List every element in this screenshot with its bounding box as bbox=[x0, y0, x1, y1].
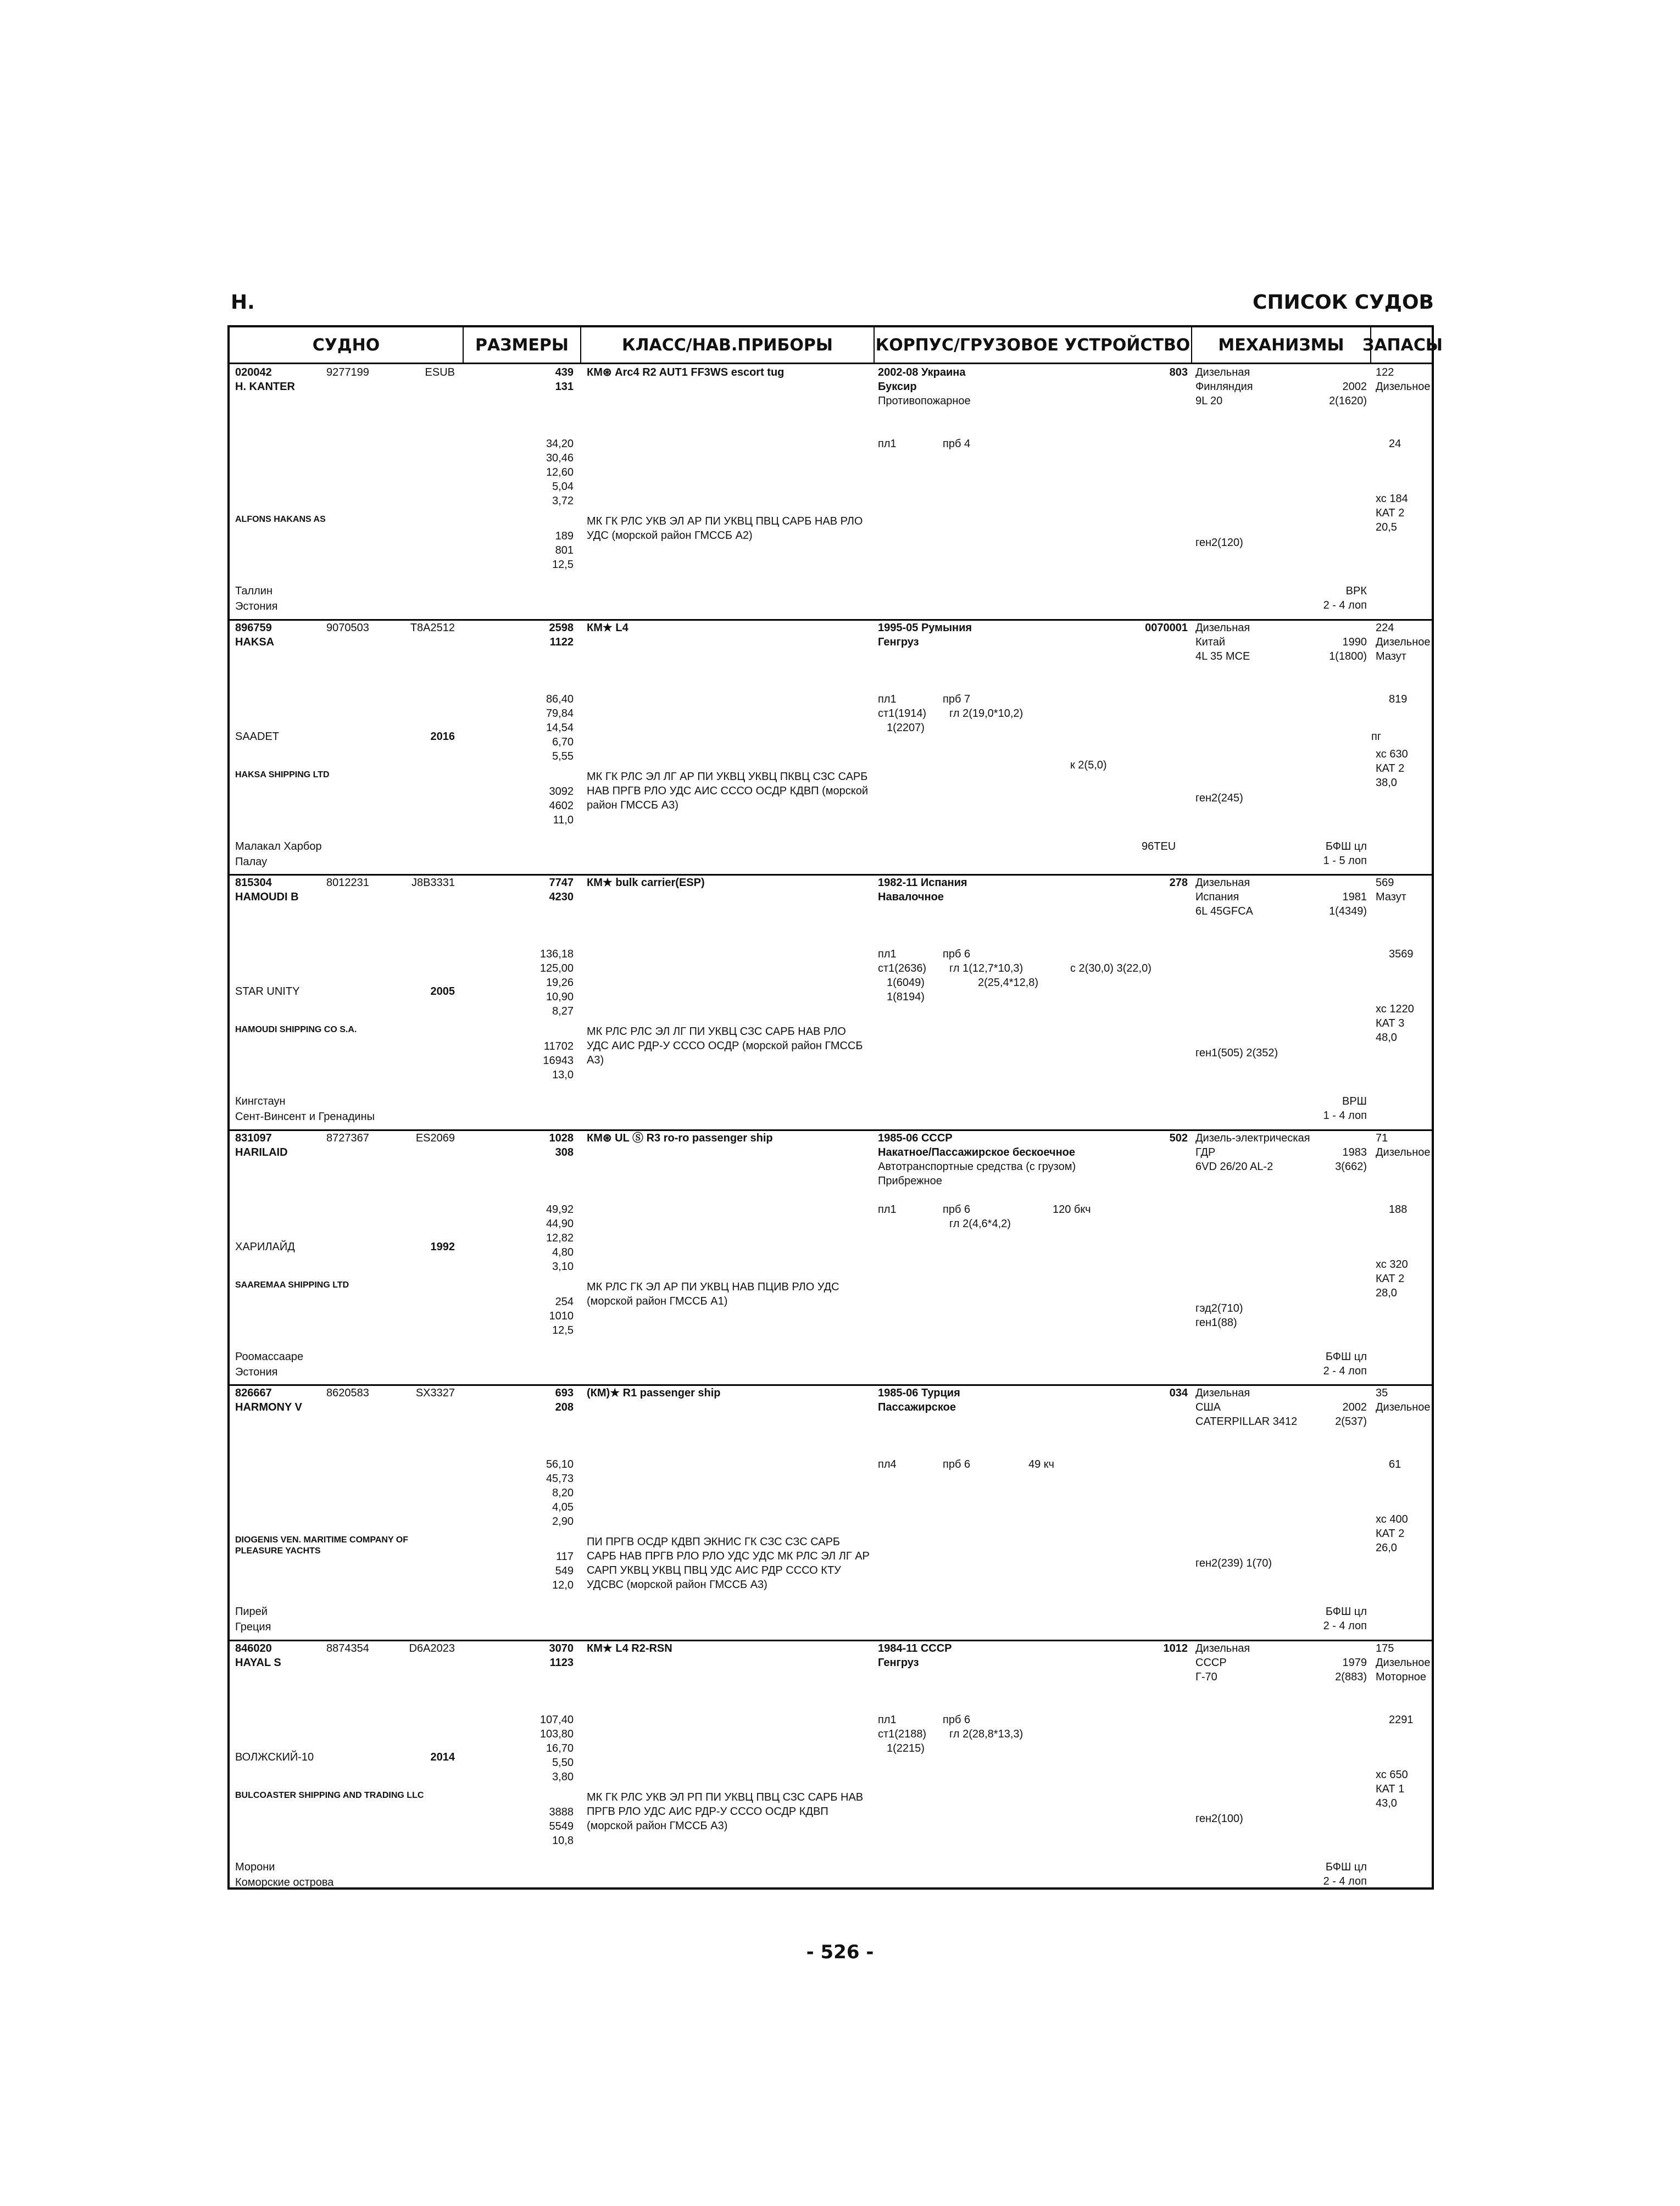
vessel-type: Пассажирское bbox=[878, 1401, 956, 1413]
decks: пл1 bbox=[878, 1203, 897, 1216]
holds-2: 1(2215) bbox=[887, 1742, 925, 1754]
flag-country: Эстония bbox=[235, 1366, 278, 1378]
imo-number: 8727367 bbox=[326, 1132, 369, 1144]
gross-tonnage: 7747 bbox=[549, 877, 574, 889]
nav-equipment: МК ГК РЛС ЭЛ ЛГ АР ПИ УКВЦ УКВЦ ПКВЦ СЗС САРБ НАВ ПРГВ РЛО УДС АИС СССО ОСДР КДВП (морской район ГМССБ А3) bbox=[587, 770, 869, 811]
propeller-blades: 2 - 4 лоп bbox=[1323, 1875, 1367, 1887]
home-port: Кингстаун bbox=[235, 1095, 286, 1107]
owner-name: HAKSA SHIPPING LTD bbox=[235, 770, 330, 779]
nav-equipment: МК ГК РЛС УКВ ЭЛ РП ПИ УКВЦ ПВЦ СЗС САРБ НАВ ПРГВ РЛО УДС АИС РДР-У СССО ОСДР КДВП (морской район ГМССБ А3) bbox=[587, 1791, 864, 1832]
dimension-value: 107,40 bbox=[539, 1713, 574, 1726]
engine-power: 2(883) bbox=[1335, 1670, 1367, 1683]
deadweight-value: 13,0 bbox=[552, 1069, 574, 1081]
build-info: 2002-08 Украина bbox=[878, 366, 966, 378]
hatches: гл 2(4,6*4,2) bbox=[949, 1217, 1011, 1230]
dimension-value: 12,60 bbox=[546, 466, 574, 478]
column-header-dimensions: РАЗМЕРЫ bbox=[464, 327, 581, 363]
engine-type: Дизель-электрическая bbox=[1195, 1132, 1310, 1144]
deadweight-value: 189 bbox=[555, 530, 574, 542]
water-capacity: 819 bbox=[1389, 693, 1408, 705]
vessel-type: Генгруз bbox=[878, 636, 919, 648]
build-info: 1985-06 Турция bbox=[878, 1387, 960, 1399]
engine-year: 2002 bbox=[1342, 381, 1367, 393]
dimension-value: 3,10 bbox=[552, 1260, 574, 1273]
vessel-type-2: Противопожарное bbox=[878, 395, 971, 407]
speed-b: КАТ 3 bbox=[1376, 1017, 1405, 1029]
holds-2: 1(6049) bbox=[887, 977, 925, 989]
cargo-gear: с 2(30,0) 3(22,0) bbox=[1070, 962, 1151, 974]
speed-b: КАТ 2 bbox=[1376, 507, 1405, 519]
deadweight-value: 801 bbox=[555, 544, 574, 556]
dimension-value: 56,10 bbox=[546, 1458, 574, 1470]
dimension-value: 5,50 bbox=[552, 1756, 574, 1769]
ship-record bbox=[230, 365, 1432, 620]
holds: ст1(1914) bbox=[878, 707, 927, 720]
former-name: SAADET bbox=[235, 730, 280, 743]
propeller: ВРК bbox=[1345, 585, 1367, 597]
fuel-type: Дизельное bbox=[1376, 1401, 1431, 1413]
deadweight-value: 16943 bbox=[543, 1055, 574, 1067]
engine-model: 4L 35 MCE bbox=[1195, 650, 1250, 662]
engine-model: CATERPILLAR 3412 bbox=[1195, 1416, 1298, 1428]
generators: ген2(100) bbox=[1195, 1812, 1243, 1825]
deadweight-value: 3888 bbox=[549, 1806, 574, 1818]
bulkheads: прб 6 bbox=[943, 1458, 971, 1470]
ship-record bbox=[230, 620, 1432, 876]
engine-type: Дизельная bbox=[1195, 621, 1250, 634]
yard-number: 278 bbox=[1169, 877, 1188, 889]
dimension-value: 49,92 bbox=[546, 1203, 574, 1216]
net-tonnage: 208 bbox=[555, 1401, 574, 1413]
fuel-type: Дизельное bbox=[1376, 381, 1431, 393]
bulkheads: прб 7 bbox=[943, 693, 971, 705]
vessel-type: Буксир bbox=[878, 381, 917, 393]
ship-record bbox=[230, 875, 1432, 1130]
propeller: ВРШ bbox=[1342, 1095, 1367, 1107]
decks: пл1 bbox=[878, 948, 897, 960]
net-tonnage: 1122 bbox=[549, 636, 574, 648]
owner-name: ALFONS HAKANS AS bbox=[235, 515, 326, 524]
flag-country: Греция bbox=[235, 1621, 271, 1633]
speed-a: хс 1220 bbox=[1376, 1003, 1414, 1015]
propeller-blades: 2 - 4 лоп bbox=[1323, 1620, 1367, 1632]
holds: ст1(2188) bbox=[878, 1728, 927, 1740]
yard-number: 034 bbox=[1169, 1387, 1188, 1399]
net-tonnage: 1123 bbox=[549, 1656, 574, 1669]
engine-country: США bbox=[1195, 1401, 1221, 1413]
dimension-value: 3,80 bbox=[552, 1770, 574, 1783]
flag-country: Эстония bbox=[235, 600, 278, 612]
gross-tonnage: 439 bbox=[555, 366, 574, 378]
hatches: гл 2(28,8*13,3) bbox=[949, 1728, 1023, 1740]
holds: ст1(2636) bbox=[878, 962, 927, 974]
nav-equipment: МК РЛС ГК ЭЛ АР ПИ УКВЦ НАВ ПЦИВ РЛО УДС (морской район ГМССБ А1) bbox=[587, 1280, 839, 1307]
owner-name: SAAREMAA SHIPPING LTD bbox=[235, 1280, 349, 1290]
propeller-blades: 2 - 4 лоп bbox=[1323, 599, 1367, 611]
net-tonnage: 4230 bbox=[549, 891, 574, 903]
propeller: БФШ цл bbox=[1325, 1860, 1367, 1873]
dimension-value: 10,90 bbox=[546, 991, 574, 1003]
engine-power: 2(1620) bbox=[1329, 395, 1367, 407]
engine-country: Испания bbox=[1195, 891, 1239, 903]
page-title: СПИСОК СУДОВ bbox=[1253, 291, 1434, 314]
decks: пл1 bbox=[878, 1713, 897, 1726]
deadweight-value: 12,5 bbox=[552, 559, 574, 571]
cargo-gear: 49 кч bbox=[1028, 1458, 1054, 1470]
hatches: гл 1(12,7*10,3) bbox=[949, 962, 1023, 974]
former-name-year: 2016 bbox=[430, 730, 455, 743]
yard-number: 0070001 bbox=[1145, 621, 1188, 634]
speed-b: КАТ 2 bbox=[1376, 762, 1405, 775]
fuel-type-2: Моторное bbox=[1376, 1670, 1427, 1683]
bulkheads: прб 6 bbox=[943, 1713, 971, 1726]
ship-record bbox=[230, 1385, 1432, 1641]
reg-number: 896759 bbox=[235, 621, 272, 634]
vessel-name: H. KANTER bbox=[235, 381, 295, 393]
dimension-value: 19,26 bbox=[546, 977, 574, 989]
deadweight-value: 117 bbox=[556, 1551, 574, 1563]
dimension-value: 30,46 bbox=[546, 452, 574, 464]
former-name: ВОЛЖСКИЙ-10 bbox=[235, 1751, 314, 1763]
engine-model: 6VD 26/20 AL-2 bbox=[1195, 1160, 1273, 1173]
dimension-value: 8,20 bbox=[552, 1487, 574, 1499]
build-info: 1995-05 Румыния bbox=[878, 621, 972, 634]
vessel-name: HARILAID bbox=[235, 1146, 288, 1158]
dimension-value: 5,04 bbox=[552, 481, 574, 493]
generators: ген1(505) 2(352) bbox=[1195, 1047, 1278, 1059]
bulkheads: прб 6 bbox=[943, 1203, 971, 1216]
build-info: 1985-06 СССР bbox=[878, 1132, 953, 1144]
column-header-class: КЛАСС/НАВ.ПРИБОРЫ bbox=[581, 327, 875, 363]
column-header-machinery: МЕХАНИЗМЫ bbox=[1192, 327, 1371, 363]
generators: ген2(239) 1(70) bbox=[1195, 1557, 1272, 1569]
speed-c: 43,0 bbox=[1376, 1797, 1397, 1809]
deadweight-value: 1010 bbox=[549, 1310, 574, 1322]
reg-number: 826667 bbox=[235, 1387, 272, 1399]
header-divider bbox=[230, 363, 1432, 364]
owner-name: BULCOASTER SHIPPING AND TRADING LLC bbox=[235, 1790, 424, 1800]
speed-c: 26,0 bbox=[1376, 1542, 1397, 1554]
build-info: 1984-11 СССР bbox=[878, 1642, 952, 1654]
class-notation: КМ⊛ Arc4 R2 AUT1 FF3WS escort tug bbox=[587, 366, 785, 378]
dimension-value: 44,90 bbox=[546, 1217, 574, 1230]
owner-name: DIOGENIS VEN. MARITIME COMPANY OF PLEASURE YACHTS bbox=[235, 1535, 408, 1556]
vessel-type-2: Автотранспортные средства (с грузом) bbox=[878, 1160, 1076, 1173]
bulkheads: прб 4 bbox=[943, 438, 971, 450]
fuel-type: Дизельное bbox=[1376, 636, 1431, 648]
speed-c: 28,0 bbox=[1376, 1286, 1397, 1299]
vessel-name: HAMOUDI B bbox=[235, 891, 299, 903]
net-tonnage: 131 bbox=[555, 381, 574, 393]
imo-number: 8620583 bbox=[326, 1387, 369, 1399]
dimension-value: 34,20 bbox=[546, 438, 574, 450]
speed-a: хс 650 bbox=[1376, 1768, 1408, 1781]
vessel-type-3: Прибрежное bbox=[878, 1174, 942, 1187]
dimension-value: 8,27 bbox=[552, 1005, 574, 1017]
class-notation: (КМ)★ R1 passenger ship bbox=[587, 1387, 721, 1399]
ship-register-table bbox=[227, 325, 1443, 1890]
home-port: Малакал Харбор bbox=[235, 840, 322, 853]
section-letter: H. bbox=[231, 291, 255, 314]
fuel-capacity: 569 bbox=[1376, 877, 1394, 889]
engine-country: Финляндия bbox=[1195, 381, 1253, 393]
engine-model: Г-70 bbox=[1195, 1670, 1217, 1683]
speed-a: хс 320 bbox=[1376, 1258, 1408, 1271]
vessel-type: Генгруз bbox=[878, 1656, 919, 1669]
generators: гэд2(710) bbox=[1195, 1302, 1243, 1314]
propeller: БФШ цл bbox=[1325, 1350, 1367, 1363]
decks: пл4 bbox=[878, 1458, 897, 1470]
deadweight-value: 12,0 bbox=[552, 1579, 574, 1591]
generators: ген2(120) bbox=[1195, 537, 1243, 549]
call-sign: ESUB bbox=[425, 366, 455, 378]
deadweight-value: 5549 bbox=[549, 1820, 574, 1832]
teu-capacity: 96TEU bbox=[1142, 840, 1176, 853]
engine-power: 1(4349) bbox=[1329, 905, 1367, 917]
deadweight-value: 11,0 bbox=[553, 814, 574, 826]
dimension-value: 125,00 bbox=[539, 962, 574, 974]
imo-number: 9277199 bbox=[326, 366, 369, 378]
water-capacity: 24 bbox=[1389, 438, 1401, 450]
vessel-name: HAYAL S bbox=[235, 1656, 281, 1669]
engine-type: Дизельная bbox=[1195, 1642, 1250, 1654]
engine-power: 1(1800) bbox=[1329, 650, 1367, 662]
propeller: БФШ цл bbox=[1325, 840, 1367, 853]
engine-power: 2(537) bbox=[1335, 1416, 1367, 1428]
hatches: гл 2(19,0*10,2) bbox=[949, 707, 1023, 720]
vessel-type: Накатное/Пассажирское бескоечное bbox=[878, 1146, 1075, 1158]
class-notation: КМ★ bulk carrier(ESP) bbox=[587, 877, 705, 889]
deadweight-value: 4602 bbox=[549, 799, 574, 812]
fuel-type-2: Мазут bbox=[1376, 650, 1406, 662]
speed-b: КАТ 1 bbox=[1376, 1782, 1405, 1795]
yard-number: 502 bbox=[1169, 1132, 1188, 1144]
dimension-value: 4,80 bbox=[552, 1246, 574, 1258]
fuel-capacity: 35 bbox=[1376, 1387, 1388, 1399]
decks: пл1 bbox=[878, 438, 897, 450]
page-number: - 526 - bbox=[806, 1941, 874, 1963]
engine-type: Дизельная bbox=[1195, 366, 1250, 378]
cargo-gear: к 2(5,0) bbox=[1070, 759, 1107, 771]
call-sign: ES2069 bbox=[415, 1132, 455, 1144]
holds-2: 1(2207) bbox=[887, 721, 925, 734]
supply-extra: пг bbox=[1371, 730, 1382, 743]
water-capacity: 3569 bbox=[1389, 948, 1414, 960]
yard-number: 1012 bbox=[1163, 1642, 1188, 1654]
nav-equipment: МК РЛС РЛС ЭЛ ЛГ ПИ УКВЦ СЗС САРБ НАВ РЛО УДС АИС РДР-У СССО ОСДР (морской район ГМССБ А3) bbox=[587, 1026, 863, 1066]
dimension-value: 86,40 bbox=[546, 693, 574, 705]
holds-3: 1(8194) bbox=[887, 991, 925, 1003]
reg-number: 831097 bbox=[235, 1132, 272, 1144]
build-info: 1982-11 Испания bbox=[878, 877, 967, 889]
gross-tonnage: 1028 bbox=[549, 1132, 574, 1144]
ship-record bbox=[230, 1641, 1432, 1896]
cargo-gear: 120 бкч bbox=[1053, 1203, 1091, 1216]
engine-country: ГДР bbox=[1195, 1146, 1216, 1158]
speed-c: 20,5 bbox=[1376, 521, 1397, 533]
call-sign: SX3327 bbox=[415, 1387, 455, 1399]
engine-year: 2002 bbox=[1342, 1401, 1367, 1413]
deadweight-value: 254 bbox=[555, 1295, 574, 1308]
water-capacity: 188 bbox=[1389, 1203, 1408, 1216]
class-notation: КМ⊛ UL Ⓢ R3 ro-ro passenger ship bbox=[587, 1132, 773, 1144]
engine-model: 6L 45GFCA bbox=[1195, 905, 1253, 917]
dimension-value: 79,84 bbox=[546, 707, 574, 720]
engine-type: Дизельная bbox=[1195, 877, 1250, 889]
fuel-capacity: 122 bbox=[1376, 366, 1394, 378]
propeller-blades: 1 - 5 лоп bbox=[1323, 854, 1367, 867]
fuel-capacity: 71 bbox=[1376, 1132, 1388, 1144]
home-port: Морони bbox=[235, 1860, 275, 1873]
former-name-year: 2005 bbox=[430, 985, 455, 998]
engine-country: Китай bbox=[1195, 636, 1226, 648]
former-name-year: 2014 bbox=[430, 1751, 455, 1763]
former-name: STAR UNITY bbox=[235, 985, 300, 998]
column-header-hull: КОРПУС/ГРУЗОВОЕ УСТРОЙСТВО bbox=[875, 327, 1192, 363]
engine-model: 9L 20 bbox=[1195, 395, 1223, 407]
nav-equipment: МК ГК РЛС УКВ ЭЛ АР ПИ УКВЦ ПВЦ САРБ НАВ РЛО УДС (морской район ГМССБ А2) bbox=[587, 515, 863, 542]
propeller: БФШ цл bbox=[1325, 1606, 1367, 1618]
engine-year: 1979 bbox=[1342, 1656, 1367, 1669]
imo-number: 9070503 bbox=[326, 621, 369, 634]
deadweight-value: 11702 bbox=[543, 1040, 574, 1052]
deadweight-value: 10,8 bbox=[552, 1834, 574, 1847]
column-header-supplies: ЗАПАСЫ bbox=[1362, 335, 1443, 355]
dimension-value: 5,55 bbox=[552, 750, 574, 762]
dimension-value: 136,18 bbox=[539, 948, 574, 960]
deadweight-value: 549 bbox=[555, 1565, 574, 1577]
water-capacity: 61 bbox=[1389, 1458, 1401, 1470]
speed-a: хс 630 bbox=[1376, 748, 1408, 760]
home-port: Роомассааре bbox=[235, 1350, 304, 1363]
owner-name: HAMOUDI SHIPPING CO S.A. bbox=[235, 1025, 357, 1034]
fuel-type: Дизельное bbox=[1376, 1656, 1431, 1669]
fuel-capacity: 175 bbox=[1376, 1642, 1394, 1654]
speed-c: 48,0 bbox=[1376, 1032, 1397, 1044]
decks: пл1 bbox=[878, 693, 897, 705]
dimension-value: 3,72 bbox=[552, 495, 574, 507]
vessel-name: HARMONY V bbox=[235, 1401, 302, 1413]
engine-country: СССР bbox=[1195, 1656, 1227, 1669]
imo-number: 8874354 bbox=[326, 1642, 369, 1654]
flag-country: Сент-Винсент и Гренадины bbox=[235, 1111, 375, 1123]
reg-number: 846020 bbox=[235, 1642, 272, 1654]
gross-tonnage: 3070 bbox=[549, 1642, 574, 1654]
dimension-value: 14,54 bbox=[546, 721, 574, 734]
call-sign: T8A2512 bbox=[410, 621, 455, 634]
dimension-value: 45,73 bbox=[546, 1473, 574, 1485]
bulkheads: прб 6 bbox=[943, 948, 971, 960]
hatches-2: 2(25,4*12,8) bbox=[978, 977, 1039, 989]
speed-a: хс 184 bbox=[1376, 493, 1408, 505]
engine-type: Дизельная bbox=[1195, 1387, 1250, 1399]
deadweight-value: 3092 bbox=[549, 785, 574, 798]
propeller-blades: 1 - 4 лоп bbox=[1323, 1110, 1367, 1122]
class-notation: КМ★ L4 bbox=[587, 621, 628, 634]
former-name: ХАРИЛАЙД bbox=[235, 1240, 295, 1253]
speed-c: 38,0 bbox=[1376, 776, 1397, 789]
dimension-value: 103,80 bbox=[539, 1728, 574, 1740]
engine-year: 1983 bbox=[1342, 1146, 1367, 1158]
ship-record bbox=[230, 1130, 1432, 1386]
engine-power: 3(662) bbox=[1335, 1160, 1367, 1173]
flag-country: Коморские острова bbox=[235, 1876, 334, 1889]
vessel-name: HAKSA bbox=[235, 636, 275, 648]
reg-number: 815304 bbox=[235, 877, 272, 889]
speed-b: КАТ 2 bbox=[1376, 1272, 1405, 1285]
call-sign: D6A2023 bbox=[409, 1642, 455, 1654]
call-sign: J8B3331 bbox=[411, 877, 455, 889]
former-name-year: 1992 bbox=[430, 1240, 455, 1253]
engine-year: 1990 bbox=[1342, 636, 1367, 648]
vessel-type: Навалочное bbox=[878, 891, 944, 903]
engine-year: 1981 bbox=[1342, 891, 1367, 903]
nav-equipment: ПИ ПРГВ ОСДР КДВП ЭКНИС ГК СЗС СЗС САРБ САРБ НАВ ПРГВ РЛО РЛО УДС УДС МК РЛС ЭЛ ЛГ АР САРП УКВЦ УКВЦ ПВЦ УДС АИС РДР СССО КТУ УДСВС (морской район ГМССБ А3) bbox=[587, 1536, 870, 1591]
generators-2: ген1(88) bbox=[1195, 1316, 1237, 1329]
water-capacity: 2291 bbox=[1389, 1713, 1414, 1726]
flag-country: Палау bbox=[235, 855, 268, 868]
dimension-value: 16,70 bbox=[546, 1742, 574, 1754]
net-tonnage: 308 bbox=[555, 1146, 574, 1158]
class-notation: КМ★ L4 R2-RSN bbox=[587, 1642, 672, 1654]
fuel-capacity: 224 bbox=[1376, 621, 1394, 634]
dimension-value: 4,05 bbox=[552, 1501, 574, 1513]
imo-number: 8012231 bbox=[326, 877, 369, 889]
speed-b: КАТ 2 bbox=[1376, 1528, 1405, 1540]
gross-tonnage: 2598 bbox=[549, 621, 574, 634]
generators: ген2(245) bbox=[1195, 792, 1243, 804]
fuel-type: Мазут bbox=[1376, 891, 1406, 903]
reg-number: 020042 bbox=[235, 366, 272, 378]
home-port: Таллин bbox=[235, 585, 272, 597]
fuel-type: Дизельное bbox=[1376, 1146, 1431, 1158]
dimension-value: 2,90 bbox=[552, 1516, 574, 1528]
yard-number: 803 bbox=[1169, 366, 1188, 378]
home-port: Пирей bbox=[235, 1606, 268, 1618]
propeller-blades: 2 - 4 лоп bbox=[1323, 1364, 1367, 1377]
column-header-vessel: СУДНО bbox=[230, 327, 464, 363]
deadweight-value: 12,5 bbox=[552, 1324, 574, 1336]
dimension-value: 6,70 bbox=[552, 736, 574, 748]
speed-a: хс 400 bbox=[1376, 1513, 1408, 1525]
gross-tonnage: 693 bbox=[555, 1387, 574, 1399]
dimension-value: 12,82 bbox=[546, 1232, 574, 1244]
